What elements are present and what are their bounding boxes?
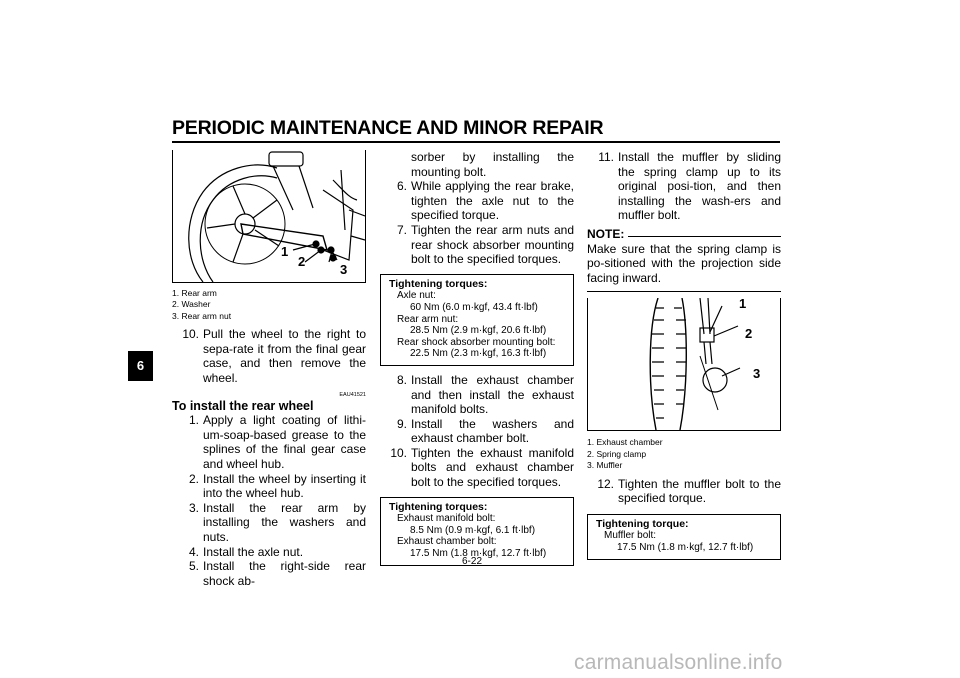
step-number: 12. (597, 476, 614, 491)
step-item (380, 446, 574, 490)
torque-heading: Tightening torque: (596, 517, 689, 530)
callout-1: 1 (281, 244, 289, 259)
step-text: Apply a light coating of lithi-um-soap-based grease to the splines of the final gear case and wheel hub. (203, 413, 366, 471)
chapter-tab: 6 (128, 351, 153, 381)
step-item (172, 559, 366, 588)
caption-item: 2. Washer (172, 299, 211, 310)
column-1 (172, 150, 366, 588)
page-number: 6-22 (462, 556, 483, 567)
note-text: Make sure that the spring clamp is po-sitioned with the projection side facing inward. (587, 241, 781, 285)
step-item (172, 472, 366, 501)
muffler-drawing (588, 298, 780, 430)
torque-item-name: Exhaust manifold bolt: (397, 513, 496, 525)
step-item (172, 501, 366, 545)
callout-2: 2 (745, 326, 753, 342)
step-11-install-muffler (587, 150, 781, 223)
doc-code: EAU41521 (339, 391, 366, 398)
step-10-remove (172, 327, 366, 385)
torque-item-value: 22.5 Nm (2.3 m·kgf, 16.3 ft·lbf) (410, 348, 547, 360)
torque-item-value: 8.5 Nm (0.9 m·kgf, 6.1 ft·lbf) (410, 524, 536, 536)
caption-item: 1. Rear arm (172, 288, 217, 298)
column-2 (380, 150, 574, 566)
step-text: Install the washers and exhaust chamber bolt. (411, 416, 574, 446)
figure-bottom-rule (587, 430, 781, 431)
step-number: 4. (188, 544, 199, 559)
step-item (380, 223, 574, 267)
rear-wheel-drawing (173, 150, 365, 282)
step-text: Tighten the muffler bolt to the specified torque. (618, 476, 781, 506)
torque-item-value: 17.5 Nm (1.8 m·kgf, 12.7 ft·lbf) (617, 541, 754, 553)
figure-caption (172, 288, 366, 322)
torque-item-value: 60 Nm (6.0 m·kgf, 43.4 ft·lbf) (410, 301, 538, 313)
callout-1: 1 (739, 298, 747, 312)
step-12-tighten (587, 477, 781, 506)
page-title: PERIODIC MAINTENANCE AND MINOR REPAIR (172, 117, 604, 139)
step-number: 8. (396, 372, 407, 387)
figure-caption (587, 437, 781, 471)
muffler-illustration (587, 298, 781, 430)
step-number: 9. (396, 416, 407, 431)
torque-item-name: Rear arm nut: (397, 313, 459, 325)
step-number: 10. (182, 327, 199, 342)
step-number: 2. (188, 471, 199, 486)
step-number: 3. (188, 500, 199, 515)
step-text: While applying the rear brake, tighten the axle nut to the specified torque. (411, 179, 574, 223)
step-item (172, 413, 366, 471)
step-number: 7. (396, 222, 407, 237)
step-number: 11. (598, 150, 614, 164)
step-number: 1. (188, 413, 199, 428)
step-text: Install the axle nut. (203, 544, 304, 559)
callout-3: 3 (753, 366, 761, 382)
section-heading: To install the rear wheel (172, 398, 314, 413)
step-item (380, 179, 574, 223)
step-text: Pull the wheel to the right to sepa-rate it from the final gear case, and then remove the wheel. (203, 327, 366, 385)
step-item (380, 373, 574, 417)
note-end-rule (587, 291, 781, 292)
step-item (380, 417, 574, 446)
caption-item: 3. Rear arm nut (172, 310, 232, 321)
torque-box-muffler (587, 514, 781, 560)
rear-wheel-illustration (172, 150, 366, 282)
title-rule (172, 141, 780, 143)
exhaust-steps (380, 373, 574, 490)
torque-item-name: Rear shock absorber mounting bolt: (397, 336, 556, 348)
step-text: Tighten the exhaust manifold bolts and exhaust chamber bolt to the specified torques. (411, 445, 574, 490)
figure-bottom-rule (172, 282, 366, 283)
callout-3: 3 (340, 262, 348, 277)
torque-item-value: 28.5 Nm (2.9 m·kgf, 20.6 ft·lbf) (410, 325, 547, 337)
step-text: Tighten the rear arm nuts and rear shock absorber mounting bolt to the specified torques. (411, 222, 574, 267)
step-number: 6. (396, 179, 407, 194)
step-text: Install the rear arm by installing the washers and nuts. (203, 500, 366, 544)
caption-item: 1. Exhaust chamber (587, 437, 663, 448)
caption-item: 3. Muffler (587, 460, 623, 471)
step-text: sorber by installing the mounting bolt. (411, 150, 574, 179)
torque-item-value: 17.5 Nm (1.8 m·kgf, 12.7 ft·lbf) (410, 548, 547, 560)
watermark: carmanualsonline.info (574, 651, 783, 674)
step-text: Install the exhaust chamber and then install the exhaust manifold bolts. (411, 372, 574, 417)
callout-2: 2 (298, 254, 306, 269)
torque-item-name: Muffler bolt: (604, 530, 657, 542)
column-3 (587, 150, 781, 560)
note-header (587, 227, 781, 242)
torque-heading: Tightening torques: (389, 277, 488, 290)
torque-item-name: Exhaust chamber bolt: (397, 536, 497, 548)
step-text: Install the wheel by inserting it into the wheel hub. (203, 471, 366, 501)
caption-item: 2. Spring clamp (587, 448, 647, 459)
step-number: 10. (390, 445, 407, 460)
step-item (172, 545, 366, 560)
note-label: NOTE: (587, 226, 625, 241)
step-text: Install the muffler by sliding the spring clamp up to its original posi-tion, and then installing the wash-ers and muffler bolt. (618, 150, 781, 223)
torque-item-name: Axle nut: (397, 290, 436, 302)
torque-box-rear (380, 274, 574, 366)
torque-heading: Tightening torques: (389, 500, 488, 513)
step-number: 5. (188, 559, 199, 574)
step-text: Install the right-side rear shock ab- (203, 559, 366, 588)
step-continuation (380, 150, 574, 179)
